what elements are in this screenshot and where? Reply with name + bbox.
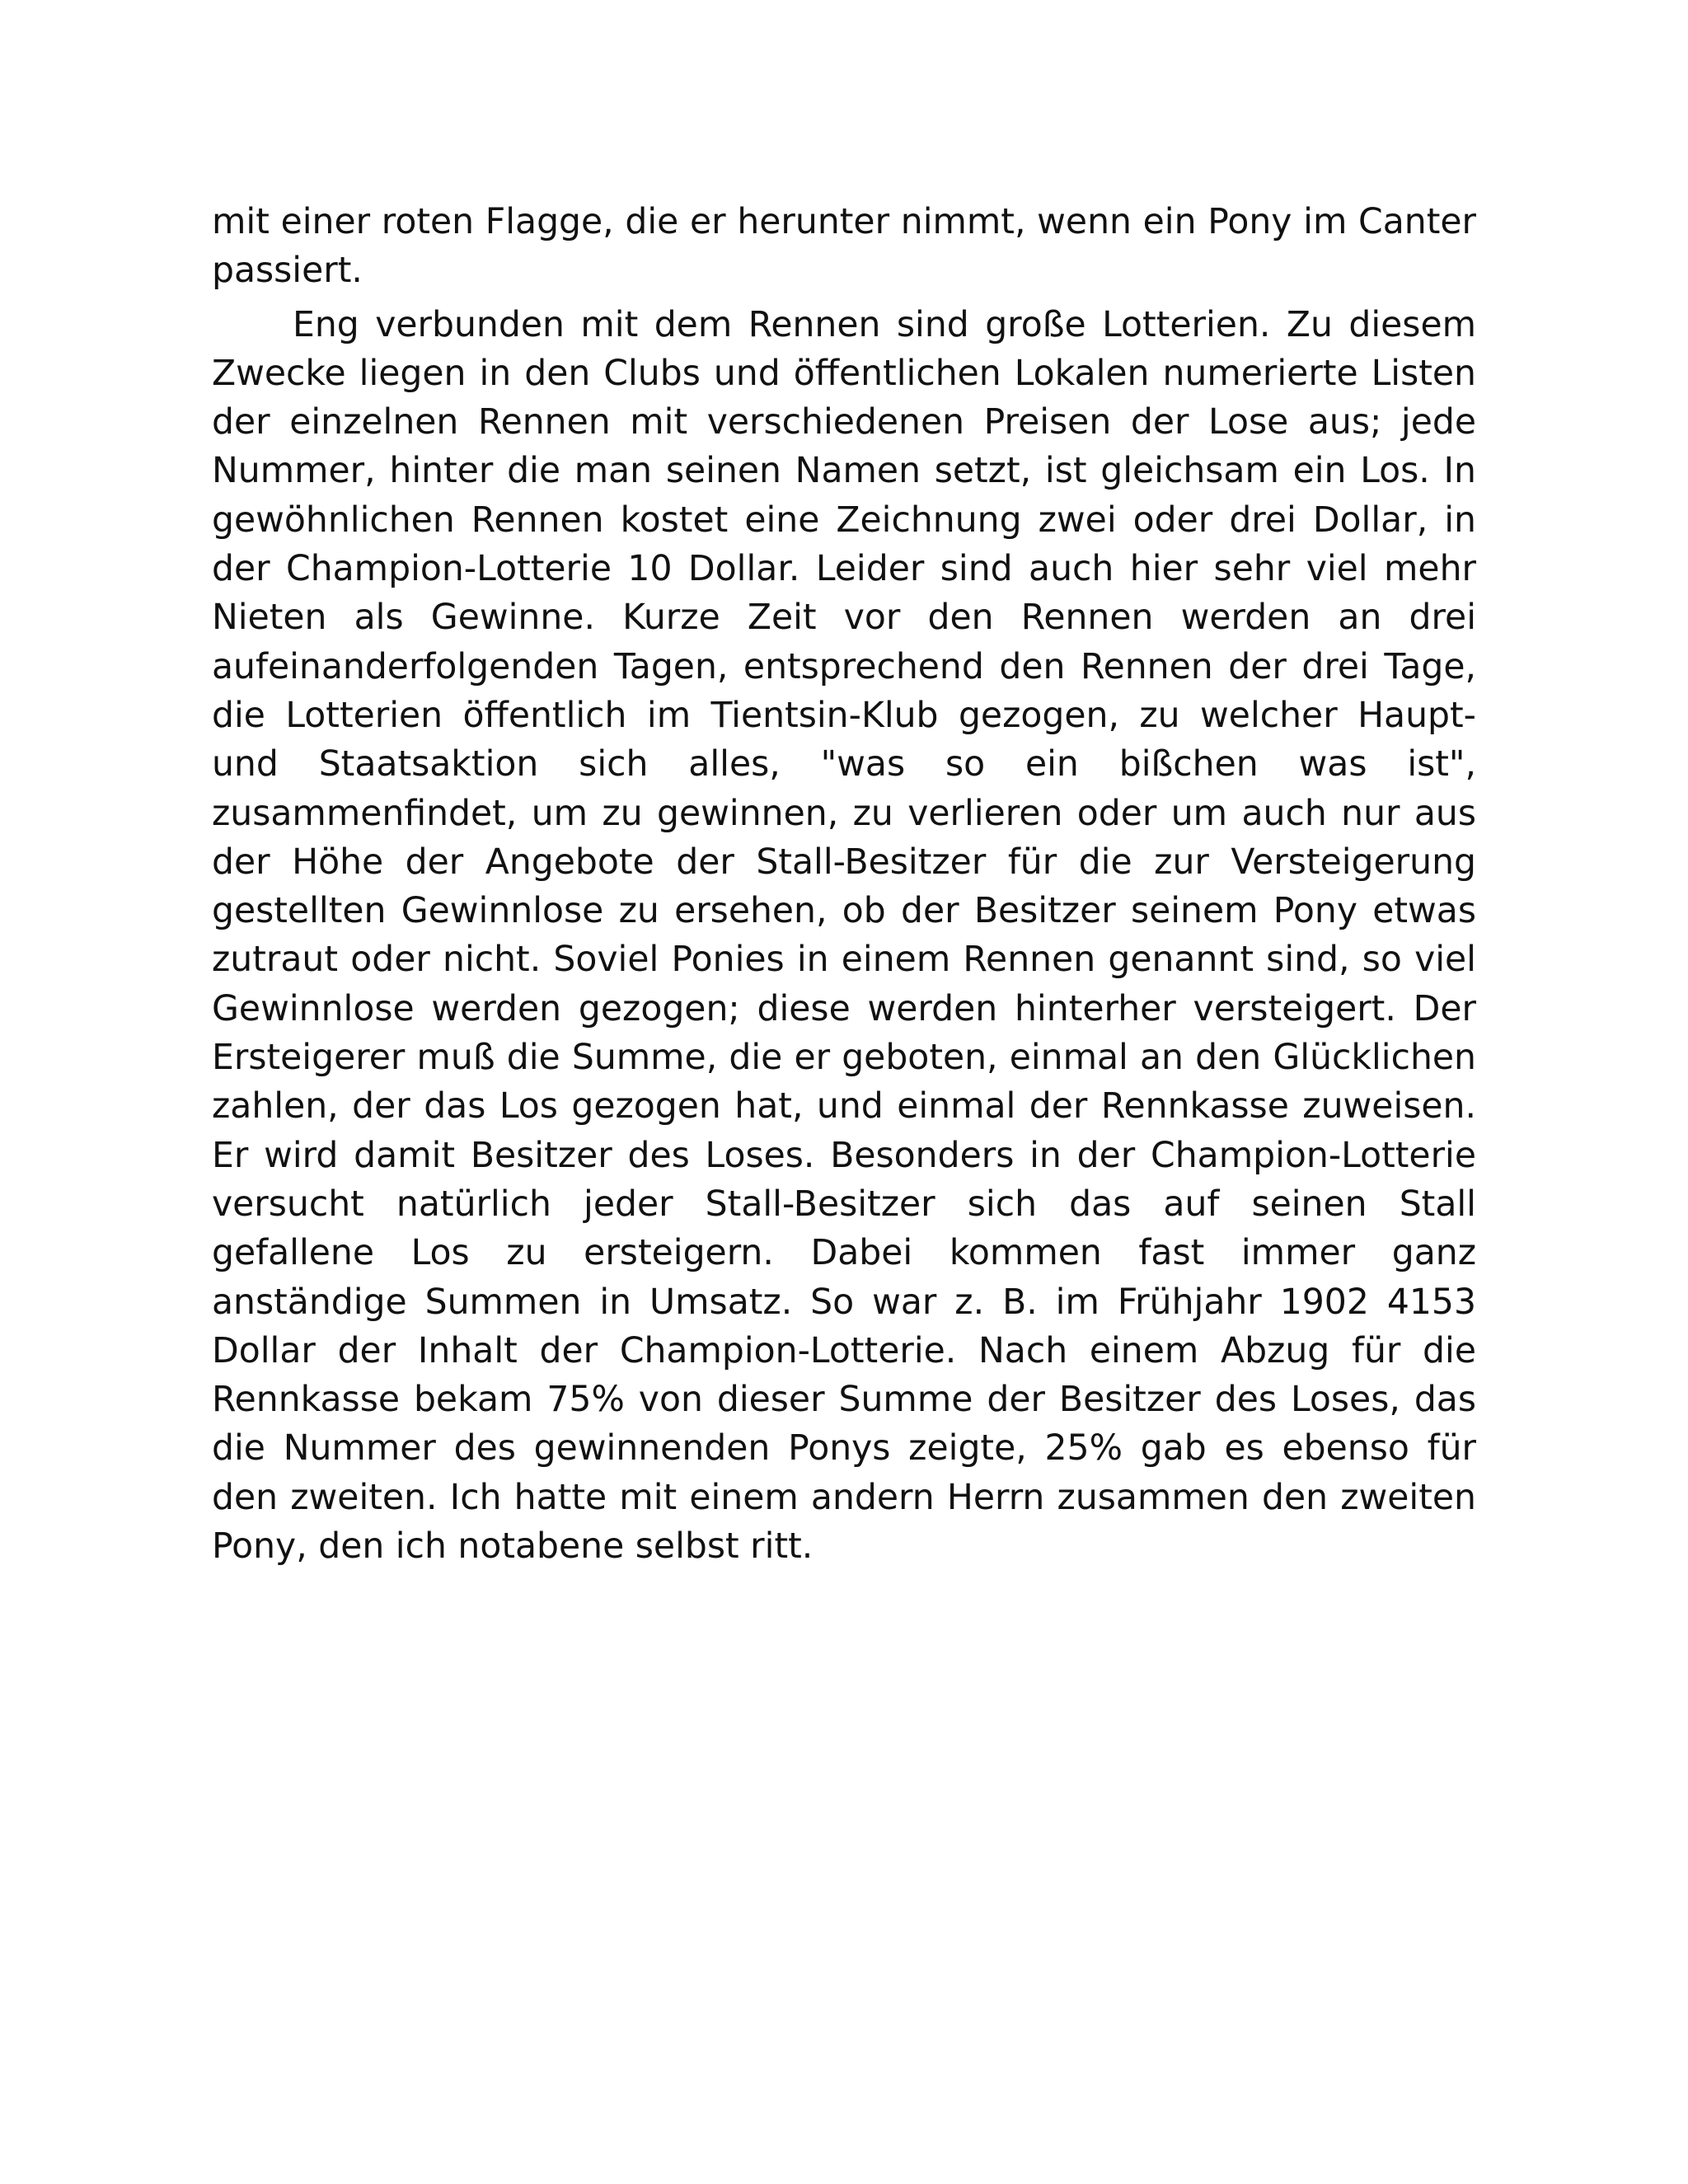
paragraph-continued: mit einer roten Flagge, die er herunter nimmt, wenn ein Pony im Canter passiert.	[212, 202, 1476, 292]
body-text	[212, 198, 1476, 1571]
paragraph-lotteries: Eng verbunden mit dem Rennen sind große Lotterien. Zu diesem Zwecke liegen in den Clubs und öffentlichen Lokalen numerierte Listen der einzelnen Rennen mit verschiedenen Preisen der Lose aus; jede Nummer, hinter die man seinen Namen setzt, ist gleichsam ein Los. In gewöhnlichen Rennen kostet eine Zeichnung zwei oder drei Dollar, in der Champion-Lotterie 10 Dollar. Leider sind auch hier sehr viel mehr Nieten als Gewinne. Kurze Zeit vor den Rennen werden an drei aufeinanderfolgenden Tagen, entsprechend den Rennen der drei Tage, die Lotterien öffentlich im Tientsin-Klub gezogen, zu welcher Haupt- und Staatsaktion sich alles, "was so ein bißchen was ist", zusammenfindet, um zu gewinnen, zu verlieren oder um auch nur aus der Höhe der Angebote der Stall-Besitzer für die zur Versteigerung gestellten Gewinnlose zu ersehen, ob der Besitzer seinem Pony etwas zutraut oder nicht. Soviel Ponies in einem Rennen genannt sind, so viel Gewinnlose werden gezogen; diese werden hinterher versteigert. Der Ersteigerer muß die Summe, die er geboten, einmal an den Glücklichen zahlen, der das Los gezogen hat, und einmal der Rennkasse zuweisen. Er wird damit Besitzer des Loses. Besonders in der Champion-Lotterie versucht natürlich jeder Stall-Besitzer sich das auf seinen Stall gefallene Los zu ersteigern. Dabei kommen fast immer ganz anständige Summen in Umsatz. So war z. B. im Frühjahr 1902 4153 Dollar der Inhalt der Champion-Lotterie. Nach einem Abzug für die Rennkasse bekam 75% von dieser Summe der Besitzer des Loses, das die Nummer des gewinnenden Ponys zeigte, 25% gab es ebenso für den zweiten. Ich hatte mit einem andern Herrn zusammen den zweiten Pony, den ich notabene selbst ritt.	[212, 304, 1476, 1568]
